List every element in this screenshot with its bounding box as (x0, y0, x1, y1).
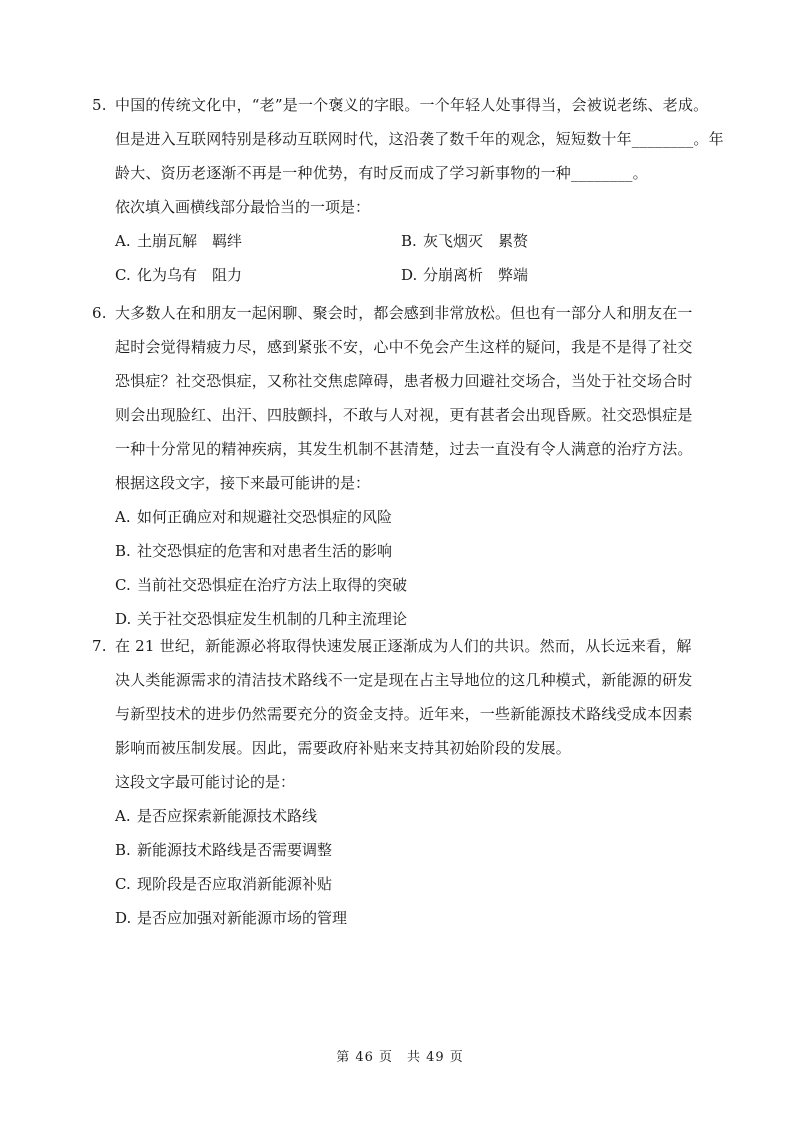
question-line: 龄大、资历老逐渐不再是一种优势，有时反而成了学习新事物的一种________。 (115, 164, 648, 182)
option-c[interactable] (115, 568, 732, 602)
option-label: B. (401, 232, 417, 250)
page-footer: 第 46 页 共 49 页 (336, 1050, 464, 1065)
option-a[interactable] (115, 799, 732, 833)
option-d[interactable] (401, 258, 687, 292)
question-line: 决人类能源需求的清洁技术路线不一定是现在占主导地位的这几种模式，新能源的研发 (115, 671, 693, 689)
question-line: 则会出现脸红、出汗、四肢颤抖，不敢与人对视，更有甚者会出现昏厥。社交恐惧症是 (115, 406, 693, 424)
question-line (92, 88, 732, 122)
question-text: 在 21 世纪，新能源必将取得快速发展正逐渐成为人们的共识。然而，从长远来看，解 (115, 637, 692, 655)
question-prompt: 这段文字最可能讨论的是： (115, 773, 296, 791)
option-b[interactable] (115, 833, 732, 867)
option-list (92, 224, 732, 292)
option-a[interactable] (115, 224, 401, 258)
option-label: D. (115, 610, 132, 628)
option-label: B. (115, 542, 131, 560)
question-number: 7. (92, 637, 107, 655)
option-text: 现阶段是否应取消新能源补贴 (137, 875, 333, 893)
option-label: C. (115, 266, 131, 284)
option-text: 是否应加强对新能源市场的管理 (137, 909, 348, 927)
option-d[interactable] (115, 901, 732, 935)
option-text: 分崩离析 弊端 (423, 266, 529, 284)
option-a[interactable] (115, 500, 732, 534)
option-text: 关于社交恐惧症发生机制的几种主流理论 (137, 610, 408, 628)
option-text: 当前社交恐惧症在治疗方法上取得的突破 (137, 576, 408, 594)
question-text: 大多数人在和朋友一起闲聊、聚会时，都会感到非常放松。但也有一部分人和朋友在一 (115, 304, 693, 322)
question-line: 影响而被压制发展。因此，需要政府补贴来支持其初始阶段的发展。 (115, 739, 572, 757)
question-line: 与新型技术的进步仍然需要充分的资金支持。近年来，一些新能源技术路线受成本因素 (115, 705, 693, 723)
option-text: 是否应探索新能源技术路线 (137, 807, 318, 825)
question-6 (92, 296, 732, 636)
question-line (92, 296, 732, 330)
option-text: 灰飞烟灭 累赘 (423, 232, 529, 250)
option-label: C. (115, 576, 131, 594)
option-list (92, 799, 732, 935)
option-label: A. (115, 232, 131, 250)
option-label: D. (115, 909, 132, 927)
question-line: 恐惧症？社交恐惧症，又称社交焦虑障碍，患者极力回避社交场合，当处于社交场合时 (115, 372, 693, 390)
question-prompt: 依次填入画横线部分最恰当的一项是： (115, 198, 371, 216)
option-label: A. (115, 508, 131, 526)
question-line (92, 629, 732, 663)
option-b[interactable] (115, 534, 732, 568)
option-text: 新能源技术路线是否需要调整 (137, 841, 333, 859)
question-text: 中国的传统文化中，“老”是一个褒义的字眼。一个年轻人处事得当，会被说老练、老成。 (115, 96, 709, 114)
option-text: 土崩瓦解 羁绊 (137, 232, 243, 250)
option-text: 社交恐惧症的危害和对患者生活的影响 (137, 542, 393, 560)
question-line: 起时会觉得精疲力尽，感到紧张不安，心中不免会产生这样的疑问，我是不是得了社交 (115, 338, 693, 356)
option-b[interactable] (401, 224, 687, 258)
question-7 (92, 629, 732, 935)
question-line: 一种十分常见的精神疾病，其发生机制不甚清楚，过去一直没有令人满意的治疗方法。 (115, 440, 693, 458)
option-label: B. (115, 841, 131, 859)
question-line: 但是进入互联网特别是移动互联网时代，这沿袭了数千年的观念，短短数十年________。年 (115, 130, 724, 148)
option-label: C. (115, 875, 131, 893)
option-c[interactable] (115, 867, 732, 901)
question-number: 5. (92, 96, 107, 114)
option-text: 化为乌有 阻力 (137, 266, 243, 284)
option-label: A. (115, 807, 131, 825)
option-text: 如何正确应对和规避社交恐惧症的风险 (137, 508, 393, 526)
question-5 (92, 88, 732, 292)
question-prompt: 根据这段文字，接下来最可能讲的是： (115, 474, 371, 492)
option-list (92, 500, 732, 636)
question-number: 6. (92, 304, 107, 322)
option-c[interactable] (115, 258, 401, 292)
option-label: D. (401, 266, 418, 284)
